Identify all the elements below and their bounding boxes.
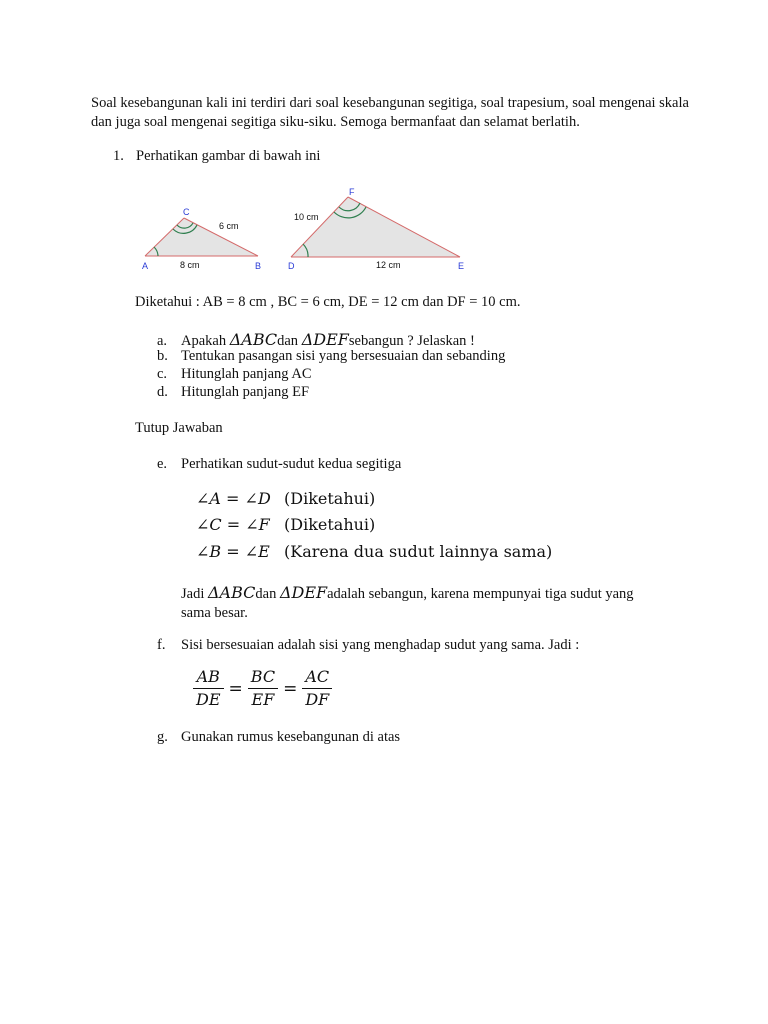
question-number: 1. xyxy=(113,148,124,164)
triangles-figure xyxy=(135,183,480,275)
equals-sign: = xyxy=(283,678,298,699)
answer-e xyxy=(157,456,401,473)
ratio-equation xyxy=(193,666,332,711)
item-marker: f. xyxy=(157,637,166,653)
label-df-length: 10 cm xyxy=(294,212,319,222)
question-1 xyxy=(113,148,320,165)
fraction-ac-df: $\frac{AC}{DF}$ xyxy=(302,666,332,711)
item-d xyxy=(157,384,309,401)
answer-g xyxy=(157,729,400,746)
answer-f xyxy=(157,637,579,654)
angle-reason: (Karena dua sudut lainnya sama) xyxy=(284,542,553,561)
intro-paragraph: Soal kesebangunan kali ini terdiri dari soal kesebangunan segitiga, soal trapesium, soal mengenai skala dan juga soal mengenai segitiga siku-siku. Semoga bermanfaat dan selamat berlatih. xyxy=(91,95,689,130)
conclusion-pre: Jadi xyxy=(181,586,208,602)
item-c xyxy=(157,366,312,383)
label-f: F xyxy=(349,187,355,197)
conclusion-mid: dan xyxy=(255,586,280,602)
angle-row-1 xyxy=(196,489,375,509)
fraction-bc-ef: $\frac{BC}{EF}$ xyxy=(248,666,278,711)
label-ab-length: 8 cm xyxy=(180,260,200,270)
item-marker: b. xyxy=(157,348,168,364)
answer-e-conclusion xyxy=(181,583,701,623)
item-a-pre: Apakah xyxy=(181,333,230,349)
angle-row-3 xyxy=(196,542,552,562)
answer-heading[interactable]: Tutup Jawaban xyxy=(135,420,223,436)
question-text: Perhatikan gambar di bawah ini xyxy=(136,148,321,164)
label-a: A xyxy=(142,261,149,271)
angle-equation: ∠B = ∠E xyxy=(196,542,270,561)
label-d: D xyxy=(288,261,295,271)
fraction-ab-de: $\frac{AB}{DE}$ xyxy=(193,666,224,711)
item-marker: g. xyxy=(157,729,168,745)
label-b: B xyxy=(255,261,262,271)
label-c: C xyxy=(183,207,190,217)
answer-e-text: Perhatikan sudut-sudut kedua segitiga xyxy=(181,456,402,472)
item-marker: e. xyxy=(157,456,168,472)
label-de-length: 12 cm xyxy=(376,260,401,270)
triangle-def xyxy=(291,197,460,257)
triangle-def-symbol: ΔDEF xyxy=(301,330,349,349)
label-bc-length: 6 cm xyxy=(219,221,239,231)
known-values: Diketahui : AB = 8 cm , BC = 6 cm, DE = 12 cm dan DF = 10 cm. xyxy=(135,294,521,310)
conclusion-line2: sama besar. xyxy=(181,605,248,621)
item-a-post: sebangun ? Jelaskan ! xyxy=(348,333,475,349)
equals-sign: = xyxy=(228,678,243,699)
item-marker: d. xyxy=(157,384,168,400)
triangle-abc-symbol: ΔABC xyxy=(229,330,278,349)
answer-f-text: Sisi bersesuaian adalah sisi yang menghadap sudut yang sama. Jadi : xyxy=(181,637,580,653)
angle-reason: (Diketahui) xyxy=(284,489,376,508)
item-a xyxy=(157,330,475,350)
triangle-abc xyxy=(145,218,258,256)
triangle-def-symbol: ΔDEF xyxy=(279,583,328,602)
item-b xyxy=(157,348,505,365)
angle-reason: (Diketahui) xyxy=(284,515,376,534)
item-c-text: Hitunglah panjang AC xyxy=(181,366,312,382)
angle-row-2 xyxy=(196,515,375,535)
item-marker: a. xyxy=(157,333,168,349)
item-d-text: Hitunglah panjang EF xyxy=(181,384,310,400)
item-b-text: Tentukan pasangan sisi yang bersesuaian dan sebanding xyxy=(181,348,506,364)
answer-g-text: Gunakan rumus kesebangunan di atas xyxy=(181,729,401,745)
item-a-mid: dan xyxy=(277,333,302,349)
item-marker: c. xyxy=(157,366,168,382)
triangle-abc-symbol: ΔABC xyxy=(207,583,256,602)
angle-equation: ∠C = ∠F xyxy=(196,515,270,534)
conclusion-post: adalah sebangun, karena mempunyai tiga sudut yang xyxy=(327,586,634,602)
label-e: E xyxy=(458,261,465,271)
angle-equation: ∠A = ∠D xyxy=(196,489,271,508)
